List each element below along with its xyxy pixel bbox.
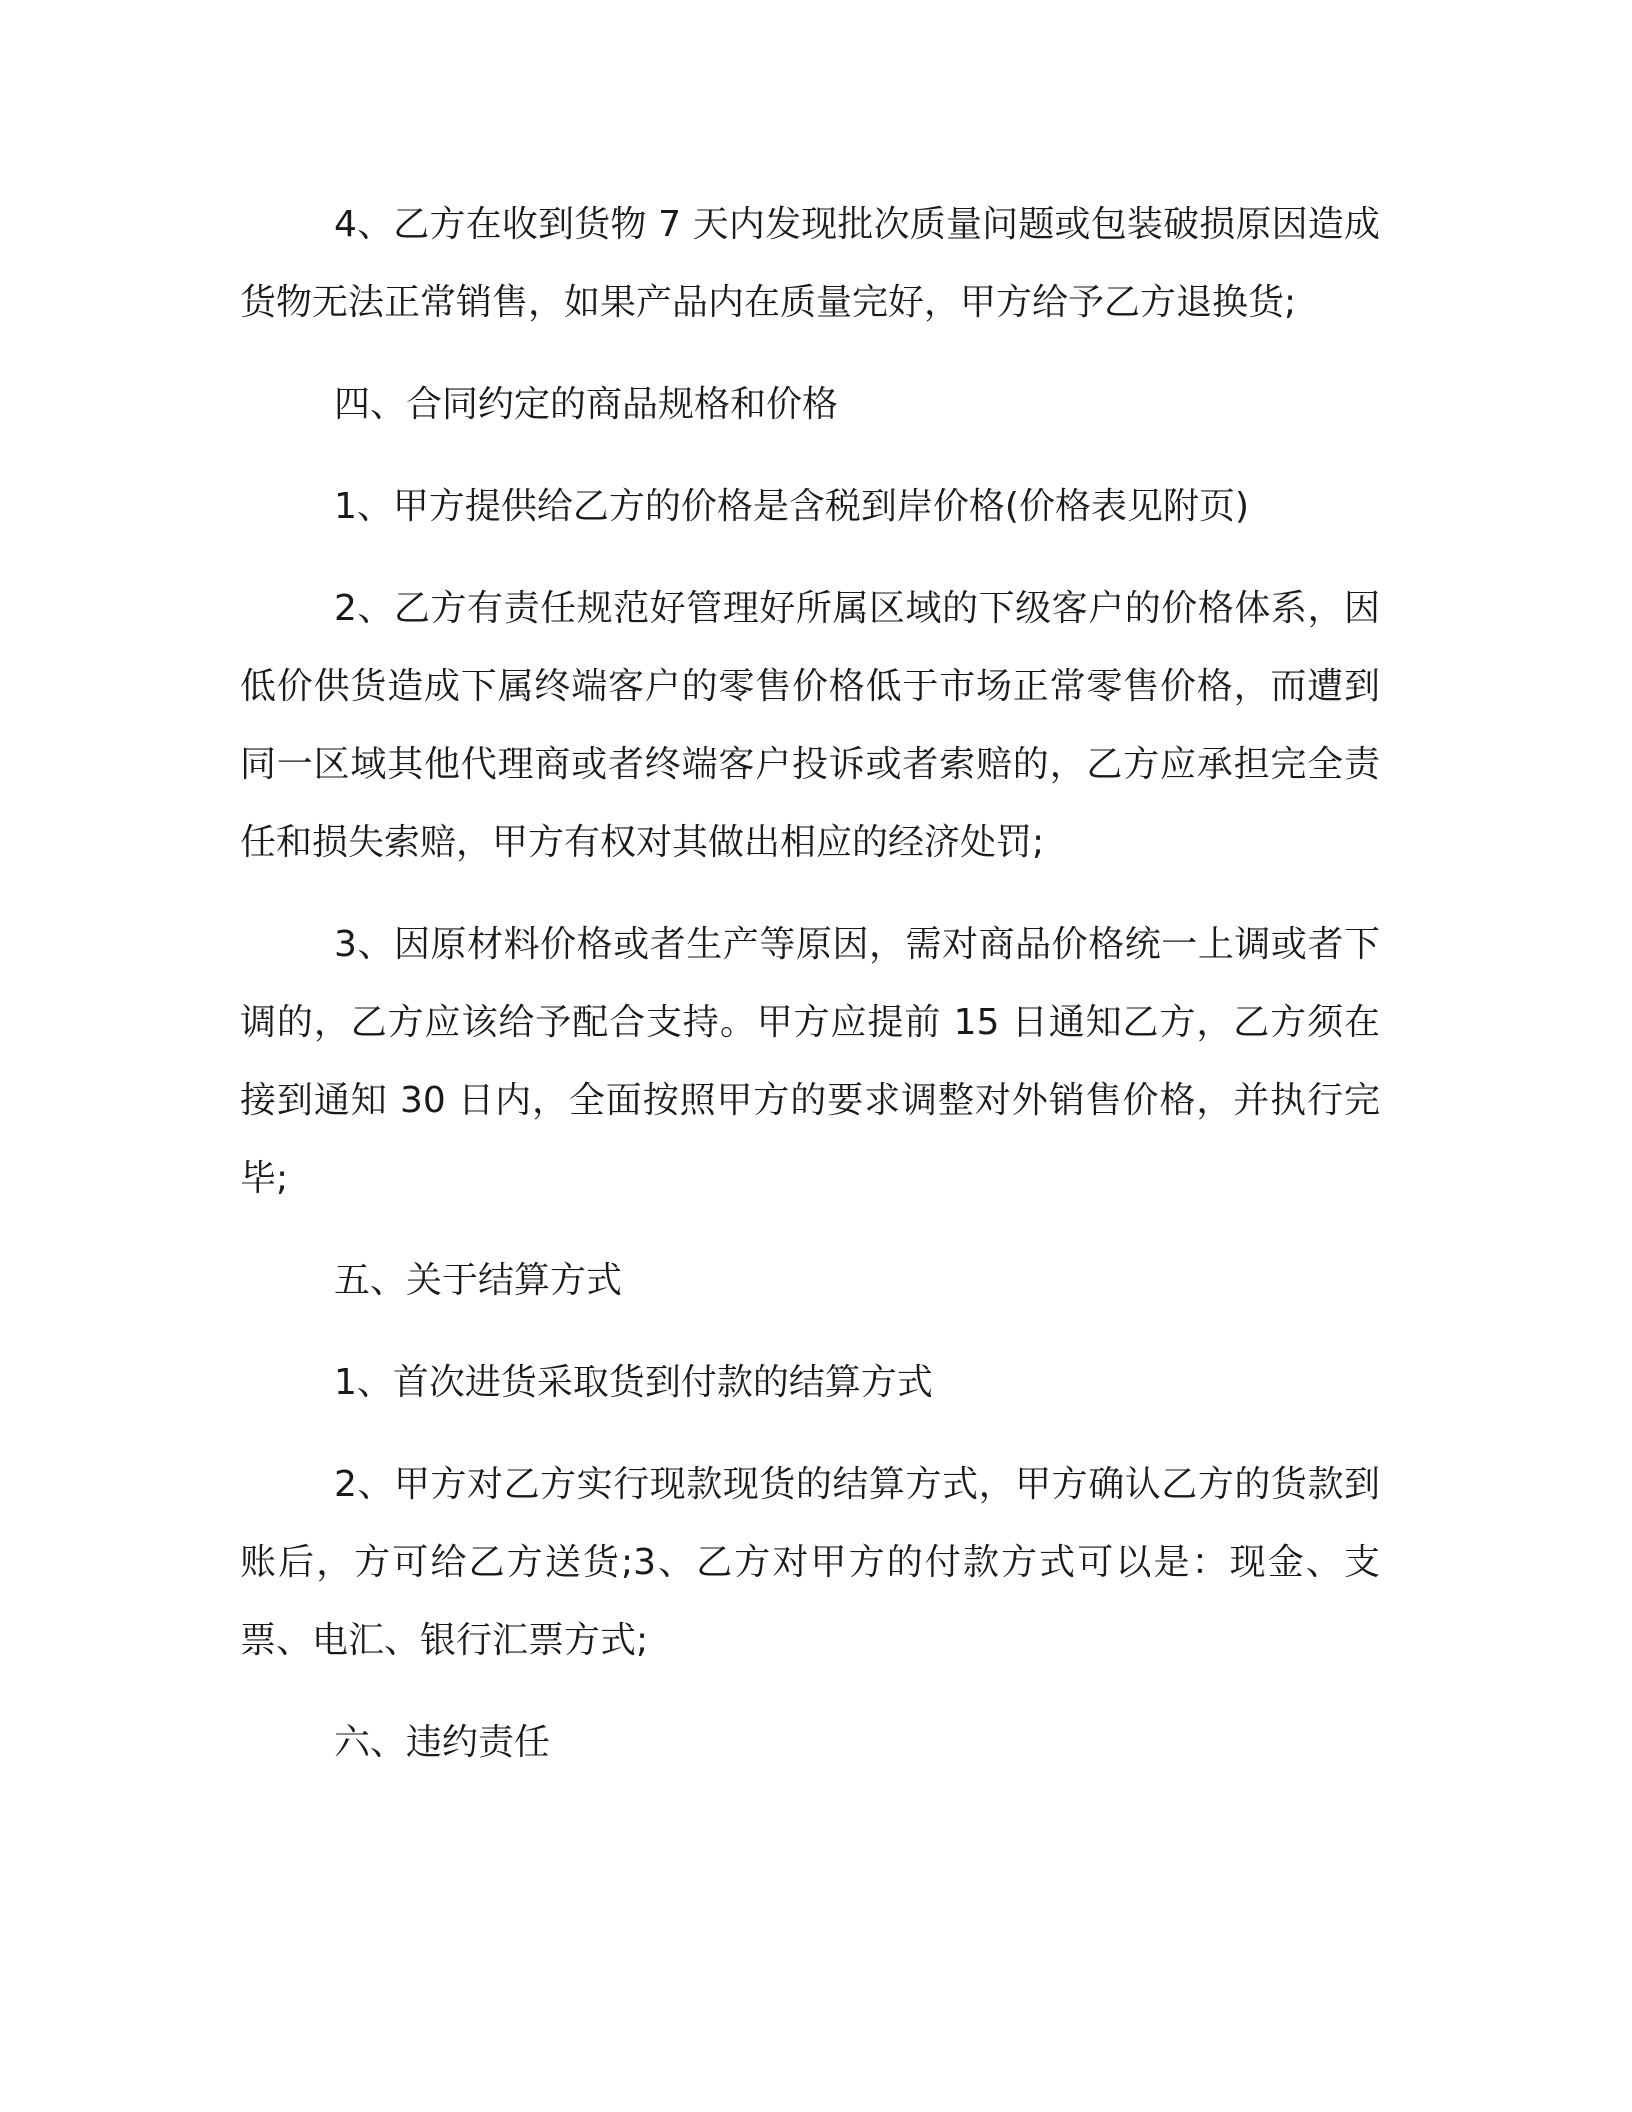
section-heading-liability: 六、违约责任 <box>334 1722 551 1763</box>
clause-2-price-system: 2、乙方有责任规范好管理好所属区域的下级客户的价格体系，因低价供货造成下属终端客户的零售价格低于市场正常零售价格，而遭到同一区域其他代理商或者终端客户投诉或者索赔的，乙方应承担完全责任和损失索赔，甲方有权对其做出相应的经济处罚; <box>240 588 1380 863</box>
clause-1-first-purchase: 1、首次进货采取货到付款的结算方式 <box>334 1362 933 1403</box>
section-heading-settlement: 五、关于结算方式 <box>334 1260 623 1301</box>
clause-2-cash-settlement: 2、甲方对乙方实行现款现货的结算方式，甲方确认乙方的货款到账后，方可给乙方送货;3、乙方对甲方的付款方式可以是：现金、支票、电汇、银行汇票方式; <box>240 1464 1380 1661</box>
clause-4-return-policy: 4、乙方在收到货物 7 天内发现批次质量问题或包装破损原因造成货物无法正常销售，如果产品内在质量完好，甲方给予乙方退换货; <box>240 204 1380 323</box>
clause-3-price-adjustment: 3、因原材料价格或者生产等原因，需对商品价格统一上调或者下调的，乙方应该给予配合支持。甲方应提前 15 日通知乙方，乙方须在接到通知 30 日内，全面按照甲方的要求调整对外销售价格，并执行完毕; <box>240 924 1380 1199</box>
document-body <box>240 186 1380 1806</box>
section-heading-spec-price: 四、合同约定的商品规格和价格 <box>334 384 839 425</box>
clause-1-price: 1、甲方提供给乙方的价格是含税到岸价格(价格表见附页) <box>334 486 1249 527</box>
